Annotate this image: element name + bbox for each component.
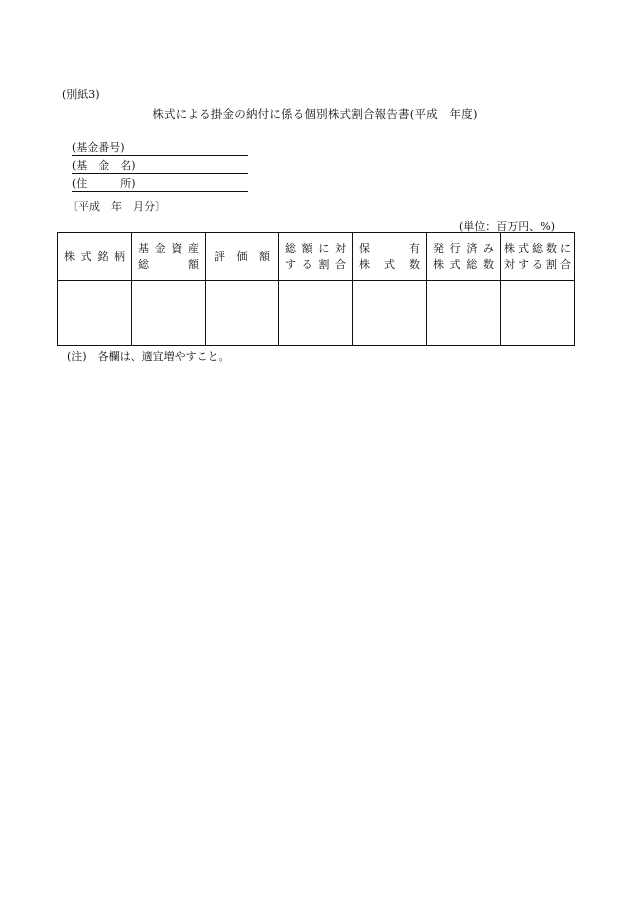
address-field[interactable]: (住 所) [72, 177, 248, 192]
table-cell-shares-issued[interactable] [427, 281, 501, 346]
header-total-fund-assets [132, 233, 206, 281]
appendix-label: (別紙3) [62, 88, 100, 101]
header-ratio-to-total-shares [501, 233, 575, 281]
header-line: する割合 [285, 257, 346, 271]
header-line: 対する割合 [504, 257, 571, 271]
fund-name-field[interactable]: (基 金 名) [72, 159, 248, 174]
header-line: 総 額 [138, 257, 199, 271]
header-line: 株 式 数 [359, 257, 420, 271]
header-line: 保 有 [359, 241, 420, 255]
header-stock-name [58, 233, 132, 281]
header-shares-held [353, 233, 427, 281]
table-cell-ratio-to-total-shares[interactable] [501, 281, 575, 346]
table-cell-total-fund-assets[interactable] [132, 281, 206, 346]
period-label: 〔平成 年 月分〕 [67, 200, 166, 213]
table-cell-valuation[interactable] [206, 281, 279, 346]
table-cell-ratio-to-total[interactable] [279, 281, 353, 346]
table-row [58, 281, 575, 346]
unit-label: (単位：百万円、%) [458, 220, 555, 233]
header-line: 株式銘柄 [64, 249, 125, 263]
report-table [57, 232, 575, 346]
header-line: 評価額 [214, 249, 270, 263]
table-cell-shares-held[interactable] [353, 281, 427, 346]
header-line: 株式総数に [504, 241, 571, 255]
footnote: (注) 各欄は、適宜増やすこと。 [67, 350, 230, 363]
header-line: 株式総数 [433, 257, 494, 271]
table-cell-stock-name[interactable] [58, 281, 132, 346]
header-ratio-to-total [279, 233, 353, 281]
document-title: 株式による掛金の納付に係る個別株式割合報告書(平成 年度) [152, 107, 478, 121]
header-row [58, 233, 575, 281]
header-line: 基金資産 [138, 241, 199, 255]
header-valuation [206, 233, 279, 281]
header-line: 総額に対 [285, 241, 346, 255]
header-shares-issued [427, 233, 501, 281]
fund-number-field[interactable]: (基金番号) [72, 141, 248, 156]
header-line: 発行済み [433, 241, 494, 255]
